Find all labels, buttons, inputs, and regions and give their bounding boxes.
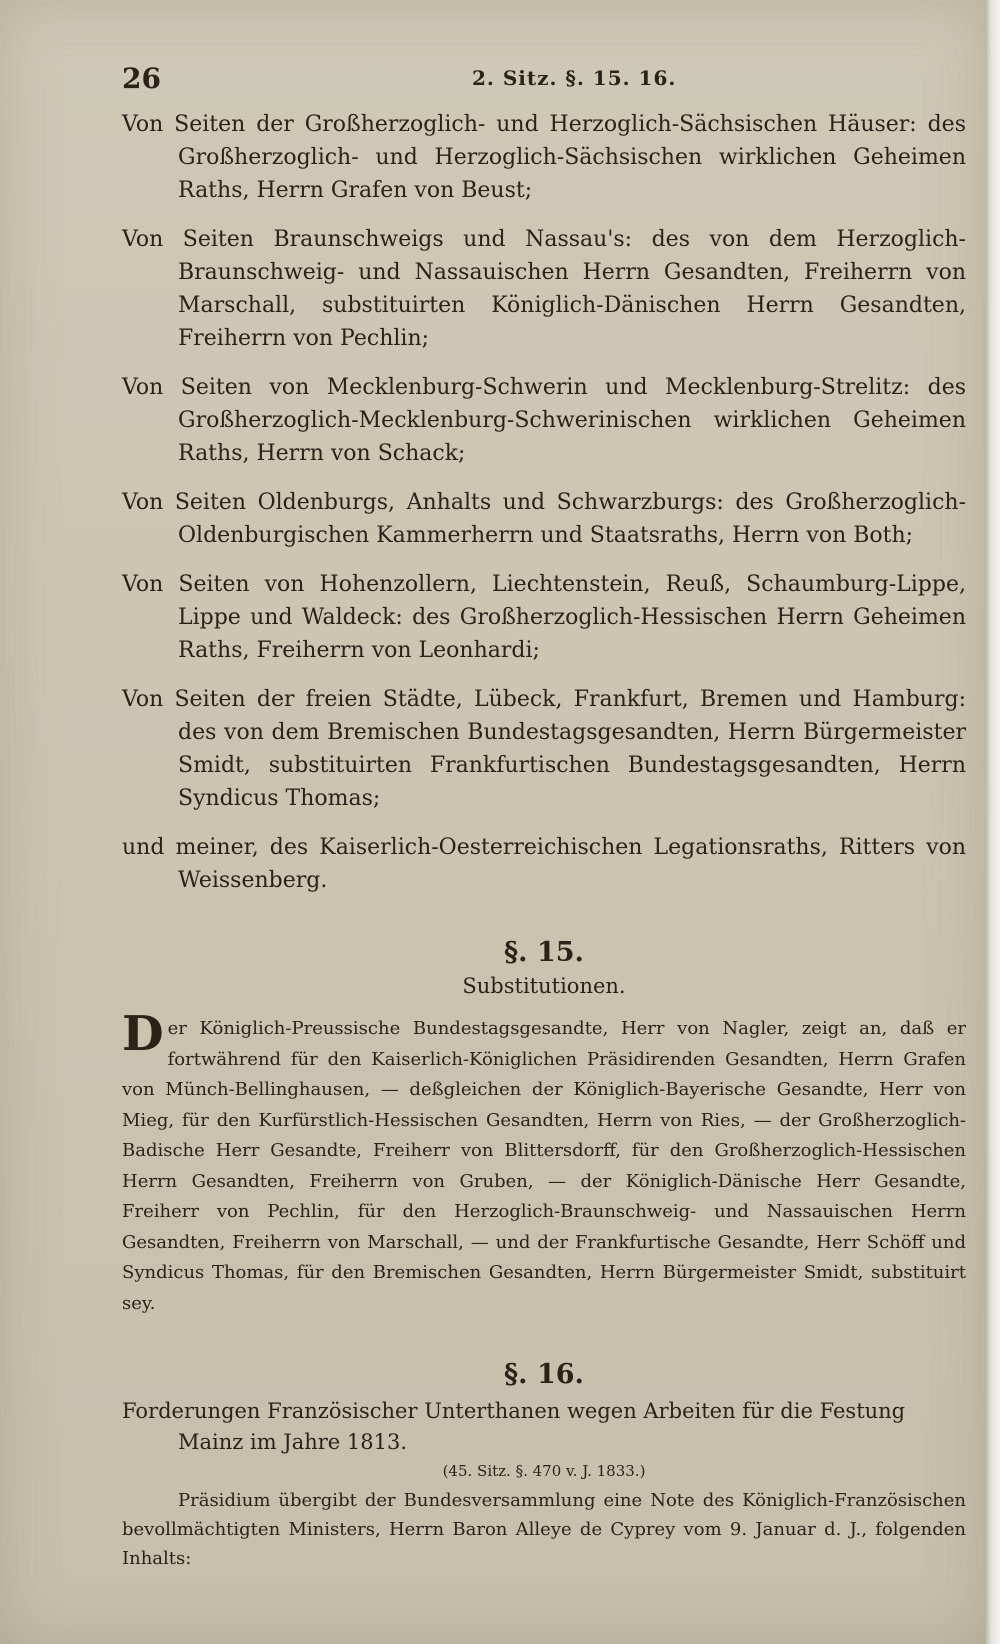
running-head: 2. Sitz. §. 15. 16. bbox=[472, 66, 677, 90]
page-edge bbox=[985, 0, 1000, 1644]
page-number: 26 bbox=[122, 62, 161, 95]
paragraph-austria: und meiner, des Kaiserlich-Oesterreichischen Legationsraths, Ritters von Weissenberg. bbox=[122, 835, 966, 893]
section-15-body: er Königlich-Preussische Bundestagsgesandte, Herr von Nagler, zeigt an, daß er fortwährend für den Kaiserlich-Königlichen Präsidirenden Gesandten, Herrn Grafen von Münch-Bellinghausen, — deßgleichen der Königlich-Bayerische Gesandte, Herr von Mieg, für den Kurfürstlich-Hessischen Gesandten, Herrn von Ries, — der Großherzoglich-Badische Herr Gesandte, Freiherr von Blittersdorff, für den Großherzoglich-Hessischen Herrn Gesandten, Freiherrn von Gruben, — der Königlich-Dänische Herr Gesandte, Freiherr von Pechlin, für den Herzoglich-Braunschweig- und Nassauischen Herrn Gesandten, Freiherrn von Marschall, — und der Frankfurtische Gesandte, Herr Schöff und Syndicus Thomas, für den Bremischen Gesandten, Herrn Bürgermeister Smidt, substituirt sey. bbox=[122, 1018, 966, 1314]
section-15-text bbox=[122, 1006, 966, 1319]
section-15-title: Substitutionen. bbox=[462, 974, 626, 998]
section-15-heading: §. 15. bbox=[504, 937, 584, 968]
paragraph-hohenzollern: Von Seiten von Hohenzollern, Liechtenstein, Reuß, Schaumburg-Lippe, Lippe und Waldeck: des Großherzoglich-Hessischen Herrn Geheimen Raths, Freiherrn von Leonhardi; bbox=[122, 572, 966, 663]
drop-cap: D bbox=[122, 1006, 164, 1062]
paragraph-free-cities: Von Seiten der freien Städte, Lübeck, Frankfurt, Bremen und Hamburg: des von dem Bremischen Bundestagsgesandten, Herrn Bürgermeister Smidt, substituirten Frankfurtischen Bundestagsgesandten, Herrn Syndicus Thomas; bbox=[122, 687, 966, 811]
section-16-heading: §. 16. bbox=[504, 1359, 584, 1390]
page-header bbox=[122, 62, 962, 102]
section-16-title: Forderungen Französischer Unterthanen wegen Arbeiten für die Festung Mainz im Jahre 1813. bbox=[122, 1399, 906, 1454]
section-16-citation: (45. Sitz. §. 470 v. J. 1833.) bbox=[442, 1462, 646, 1480]
paragraph-braunschweig: Von Seiten Braunschweigs und Nassau's: des von dem Herzoglich-Braunschweig- und Nassauischen Herrn Gesandten, Freiherrn von Marschall, substituirten Königlich-Dänischen Herrn Gesandten, Freiherrn von Pechlin; bbox=[122, 227, 966, 351]
paragraph-mecklenburg: Von Seiten von Mecklenburg-Schwerin und Mecklenburg-Strelitz: des Großherzoglich-Mecklenburg-Schwerinischen wirklichen Geheimen Raths, Herrn von Schack; bbox=[122, 375, 966, 466]
page-body bbox=[122, 108, 966, 1573]
section-16-text: Präsidium übergibt der Bundesversammlung eine Note des Königlich-Französischen bevollmächtigten Ministers, Herrn Baron Alleye de Cyprey vom 9. Januar d. J., folgenden Inhalts: bbox=[122, 1490, 966, 1569]
paragraph-saxony: Von Seiten der Großherzoglich- und Herzoglich-Sächsischen Häuser: des Großherzoglich- und Herzoglich-Sächsischen wirklichen Geheimen Raths, Herrn Grafen von Beust; bbox=[122, 112, 966, 203]
paragraph-oldenburg: Von Seiten Oldenburgs, Anhalts und Schwarzburgs: des Großherzoglich-Oldenburgischen Kammerherrn und Staatsraths, Herrn von Both; bbox=[122, 490, 966, 548]
